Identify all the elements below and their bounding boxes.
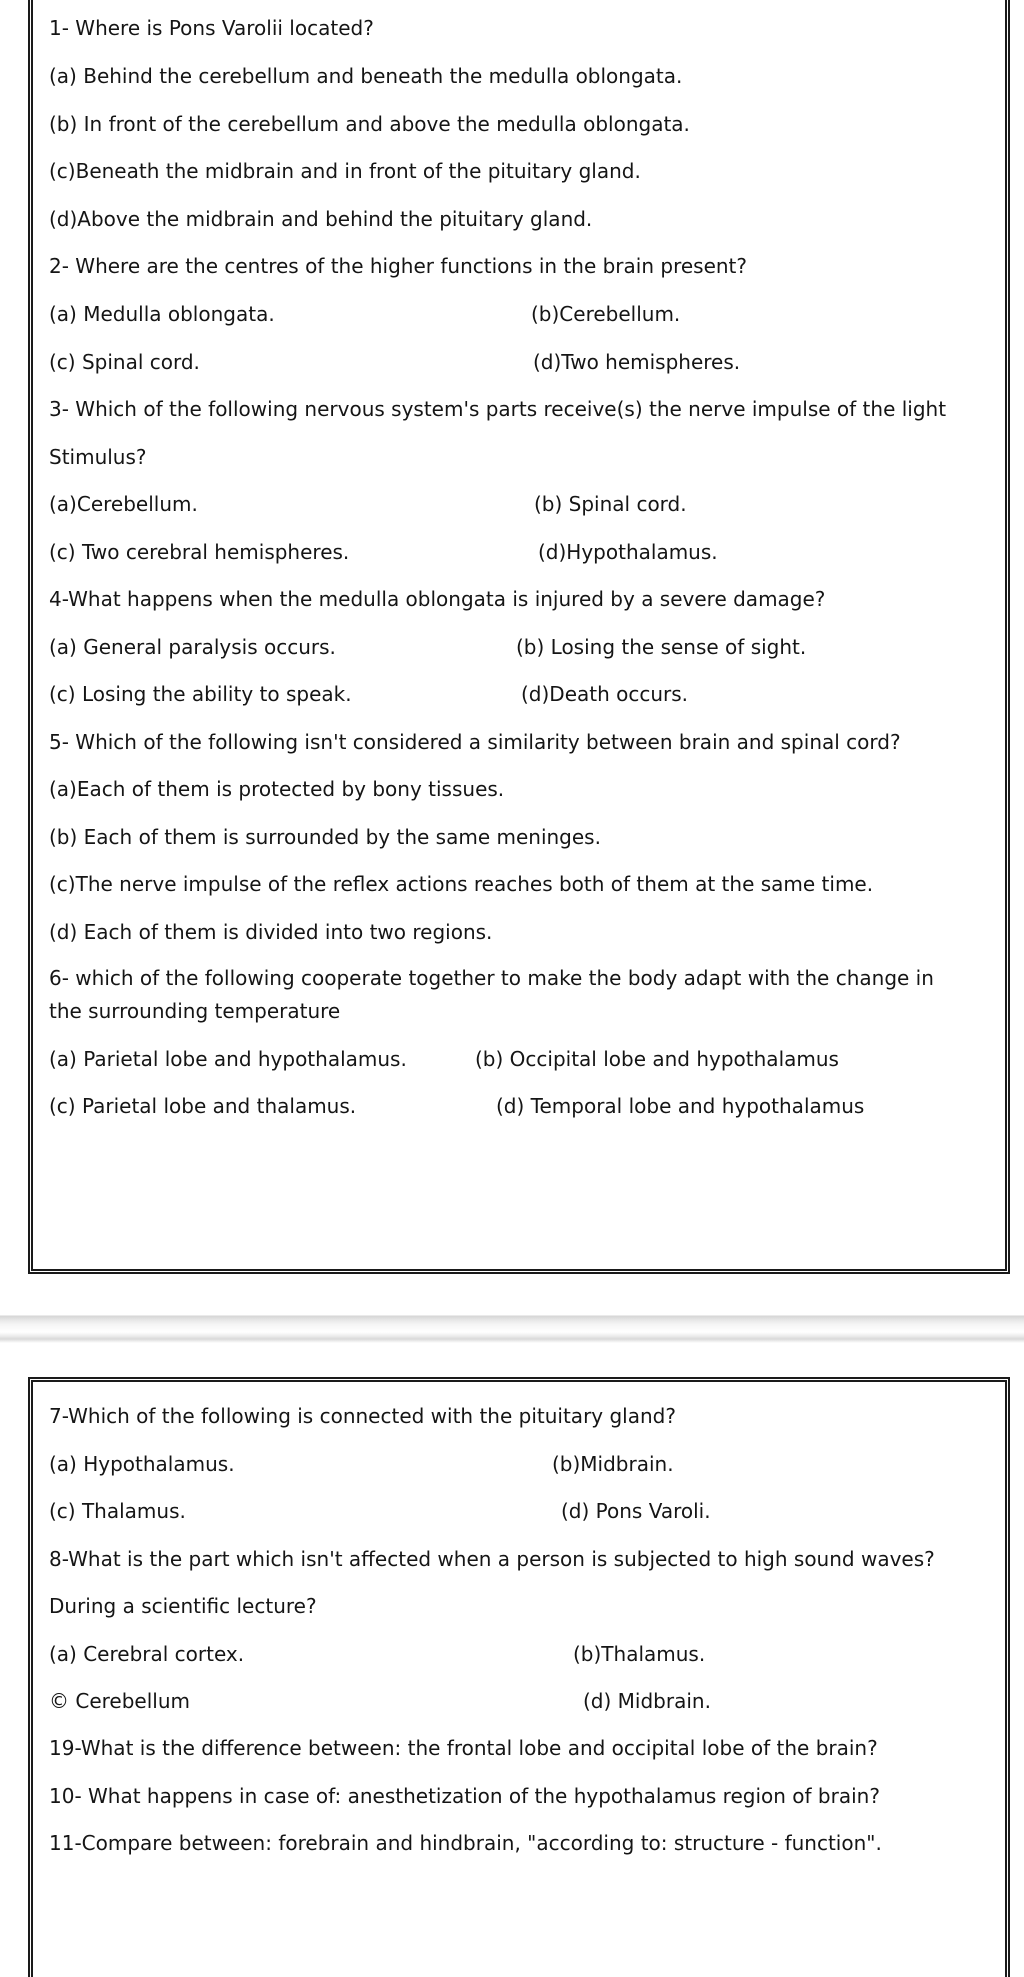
q5-option-b: (b) Each of them is surrounded by the same meninges.	[49, 825, 601, 849]
q1-option-d: (d)Above the midbrain and behind the pituitary gland.	[49, 207, 593, 231]
q1-option-b: (b) In front of the cerebellum and above the medulla oblongata.	[49, 112, 690, 136]
question-11: 11-Compare between: forebrain and hindbrain, "according to: structure - function".	[49, 1831, 882, 1855]
question-4: 4-What happens when the medulla oblongata is injured by a severe damage?	[49, 587, 826, 611]
q1-option-a: (a) Behind the cerebellum and beneath the medulla oblongata.	[49, 64, 683, 88]
question-8-line-2: During a scientific lecture?	[49, 1594, 317, 1618]
question-3-line-1: 3- Which of the following nervous system's parts receive(s) the nerve impulse of the light	[49, 397, 947, 421]
q7-option-a: (a) Hypothalamus.	[49, 1452, 235, 1476]
q7-option-b: (b)Midbrain.	[552, 1452, 674, 1476]
q1-option-c: (c)Beneath the midbrain and in front of the pituitary gland.	[49, 159, 641, 183]
q7-option-c: (c) Thalamus.	[49, 1499, 186, 1523]
q3-option-a: (a)Cerebellum.	[49, 492, 198, 516]
q2-option-d: (d)Two hemispheres.	[533, 350, 741, 374]
q8-option-b: (b)Thalamus.	[573, 1642, 706, 1666]
q2-option-b: (b)Cerebellum.	[531, 302, 681, 326]
question-9: 19-What is the difference between: the frontal lobe and occipital lobe of the brain?	[49, 1736, 878, 1760]
question-3-line-2: Stimulus?	[49, 445, 147, 469]
question-1: 1- Where is Pons Varolii located?	[49, 16, 374, 40]
q4-option-b: (b) Losing the sense of sight.	[516, 635, 807, 659]
q3-option-d: (d)Hypothalamus.	[538, 540, 718, 564]
page-gap	[0, 1306, 1024, 1348]
q7-option-d: (d) Pons Varoli.	[561, 1499, 711, 1523]
q6-option-d: (d) Temporal lobe and hypothalamus	[496, 1094, 865, 1118]
question-8-line-1: 8-What is the part which isn't affected when a person is subjected to high sound waves?	[49, 1547, 935, 1571]
q5-option-c: (c)The nerve impulse of the reflex actions reaches both of them at the same time.	[49, 872, 874, 896]
q8-option-c: © Cerebellum	[49, 1689, 190, 1713]
q5-option-d: (d) Each of them is divided into two regions.	[49, 920, 493, 944]
q6-option-a: (a) Parietal lobe and hypothalamus.	[49, 1047, 407, 1071]
q6-option-c: (c) Parietal lobe and thalamus.	[49, 1094, 357, 1118]
q8-option-d: (d) Midbrain.	[583, 1689, 711, 1713]
question-7: 7-Which of the following is connected with the pituitary gland?	[49, 1404, 676, 1428]
q4-option-a: (a) General paralysis occurs.	[49, 635, 336, 659]
question-6-line-2: the surrounding temperature	[49, 999, 341, 1023]
q8-option-a: (a) Cerebral cortex.	[49, 1642, 245, 1666]
q3-option-b: (b) Spinal cord.	[534, 492, 687, 516]
q4-option-d: (d)Death occurs.	[521, 682, 689, 706]
question-6-line-1: 6- which of the following cooperate together to make the body adapt with the change in	[49, 966, 934, 990]
q3-option-c: (c) Two cerebral hemispheres.	[49, 540, 350, 564]
question-10: 10- What happens in case of: anesthetization of the hypothalamus region of brain?	[49, 1784, 880, 1808]
q4-option-c: (c) Losing the ability to speak.	[49, 682, 352, 706]
question-5: 5- Which of the following isn't considered a similarity between brain and spinal cord?	[49, 730, 901, 754]
question-2: 2- Where are the centres of the higher functions in the brain present?	[49, 254, 748, 278]
q5-option-a: (a)Each of them is protected by bony tissues.	[49, 777, 505, 801]
q2-option-a: (a) Medulla oblongata.	[49, 302, 275, 326]
q2-option-c: (c) Spinal cord.	[49, 350, 200, 374]
q6-option-b: (b) Occipital lobe and hypothalamus	[475, 1047, 839, 1071]
